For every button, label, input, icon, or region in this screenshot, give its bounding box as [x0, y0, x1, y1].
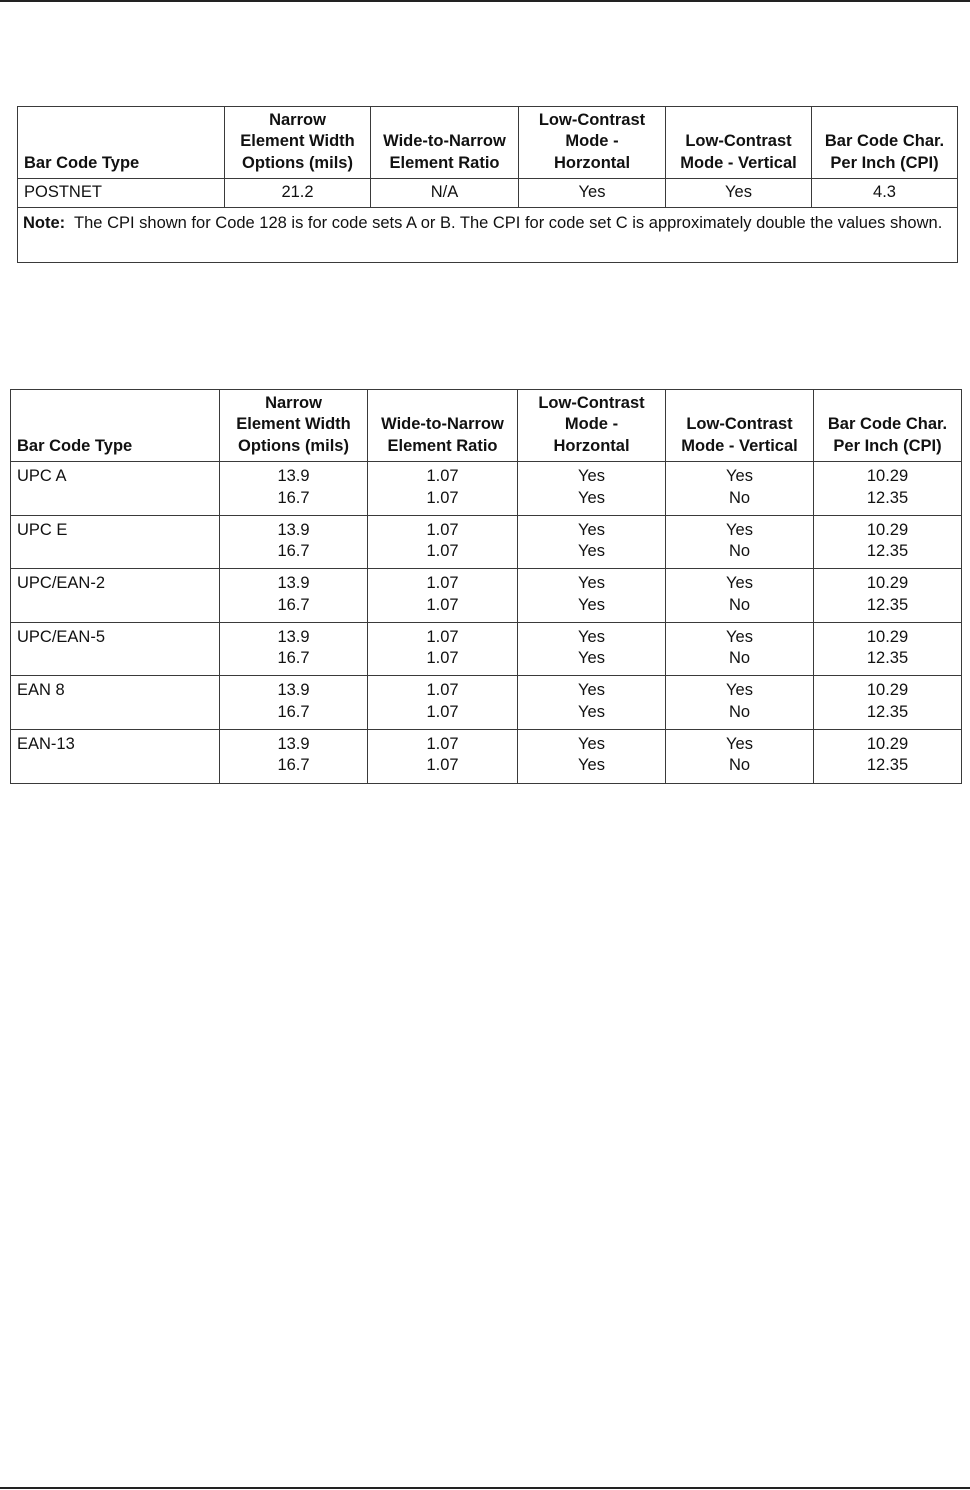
- table-row: [11, 515, 962, 569]
- cell-narrow-width: 13.9 16.7: [220, 729, 368, 783]
- postnet-spec-table: [17, 106, 958, 263]
- cell-cpi: 10.29 12.35: [814, 462, 962, 516]
- cell-narrow-width: 13.9 16.7: [220, 622, 368, 676]
- cell-low-contrast-vertical: Yes No: [666, 569, 814, 623]
- header-low-contrast-vertical: Low-Contrast Mode - Vertical: [666, 390, 814, 462]
- cell-ratio: 1.07 1.07: [368, 729, 518, 783]
- table-row: [11, 569, 962, 623]
- header-low-contrast-horizontal: Low-Contrast Mode - Horzontal: [519, 107, 666, 179]
- cell-bar-code-type: UPC A: [11, 462, 220, 516]
- table-note: [18, 208, 958, 263]
- upc-ean-spec-table: [10, 389, 962, 784]
- cell-narrow-width: 13.9 16.7: [220, 676, 368, 730]
- table-row: [18, 179, 958, 208]
- cell-low-contrast-horizontal: Yes Yes: [518, 676, 666, 730]
- header-narrow-element-width: Narrow Element Width Options (mils): [225, 107, 371, 179]
- cell-low-contrast-vertical: Yes No: [666, 622, 814, 676]
- cell-ratio: 1.07 1.07: [368, 622, 518, 676]
- note-text: The CPI shown for Code 128 is for code sets A or B. The CPI for code set C is approximately double the values shown.: [74, 214, 943, 232]
- table-row: [11, 729, 962, 783]
- cell-cpi: 10.29 12.35: [814, 515, 962, 569]
- header-low-contrast-horizontal: Low-Contrast Mode - Horzontal: [518, 390, 666, 462]
- cell-bar-code-type: UPC E: [11, 515, 220, 569]
- header-cpi: Bar Code Char. Per Inch (CPI): [812, 107, 958, 179]
- cell-ratio: 1.07 1.07: [368, 569, 518, 623]
- cell-narrow-width: 13.9 16.7: [220, 462, 368, 516]
- header-wide-to-narrow-ratio: Wide-to-Narrow Element Ratio: [371, 107, 519, 179]
- cell-cpi: 10.29 12.35: [814, 622, 962, 676]
- cell-bar-code-type: EAN-13: [11, 729, 220, 783]
- header-low-contrast-vertical: Low-Contrast Mode - Vertical: [666, 107, 812, 179]
- cell-low-contrast-horizontal: Yes Yes: [518, 462, 666, 516]
- header-bar-code-type: Bar Code Type: [11, 390, 220, 462]
- table-row: [11, 676, 962, 730]
- cell-low-contrast-vertical: Yes No: [666, 462, 814, 516]
- header-bar-code-type: Bar Code Type: [18, 107, 225, 179]
- note-label: Note:: [23, 214, 66, 232]
- cell-bar-code-type: EAN 8: [11, 676, 220, 730]
- header-narrow-element-width: Narrow Element Width Options (mils): [220, 390, 368, 462]
- cell-cpi: 10.29 12.35: [814, 729, 962, 783]
- table-header-row: [18, 107, 958, 179]
- cell-low-contrast-horizontal: Yes Yes: [518, 515, 666, 569]
- page-top-rule: [0, 0, 970, 2]
- cell-narrow-width: 21.2: [225, 179, 371, 208]
- header-cpi: Bar Code Char. Per Inch (CPI): [814, 390, 962, 462]
- cell-ratio: 1.07 1.07: [368, 676, 518, 730]
- cell-low-contrast-horizontal: Yes Yes: [518, 569, 666, 623]
- cell-low-contrast-vertical: Yes: [666, 179, 812, 208]
- cell-low-contrast-horizontal: Yes: [519, 179, 666, 208]
- cell-ratio: N/A: [371, 179, 519, 208]
- cell-low-contrast-horizontal: Yes Yes: [518, 729, 666, 783]
- cell-low-contrast-horizontal: Yes Yes: [518, 622, 666, 676]
- cell-low-contrast-vertical: Yes No: [666, 729, 814, 783]
- cell-narrow-width: 13.9 16.7: [220, 569, 368, 623]
- cell-bar-code-type: UPC/EAN-2: [11, 569, 220, 623]
- cell-cpi: 10.29 12.35: [814, 676, 962, 730]
- cell-narrow-width: 13.9 16.7: [220, 515, 368, 569]
- cell-bar-code-type: POSTNET: [18, 179, 225, 208]
- cell-low-contrast-vertical: Yes No: [666, 676, 814, 730]
- table-note-row: [18, 208, 958, 263]
- cell-cpi: 10.29 12.35: [814, 569, 962, 623]
- cell-bar-code-type: UPC/EAN-5: [11, 622, 220, 676]
- page-bottom-rule: [0, 1487, 970, 1489]
- table-header-row: [11, 390, 962, 462]
- cell-cpi: 4.3: [812, 179, 958, 208]
- cell-low-contrast-vertical: Yes No: [666, 515, 814, 569]
- cell-ratio: 1.07 1.07: [368, 462, 518, 516]
- cell-ratio: 1.07 1.07: [368, 515, 518, 569]
- table-row: [11, 462, 962, 516]
- table-row: [11, 622, 962, 676]
- header-wide-to-narrow-ratio: Wide-to-Narrow Element Ratio: [368, 390, 518, 462]
